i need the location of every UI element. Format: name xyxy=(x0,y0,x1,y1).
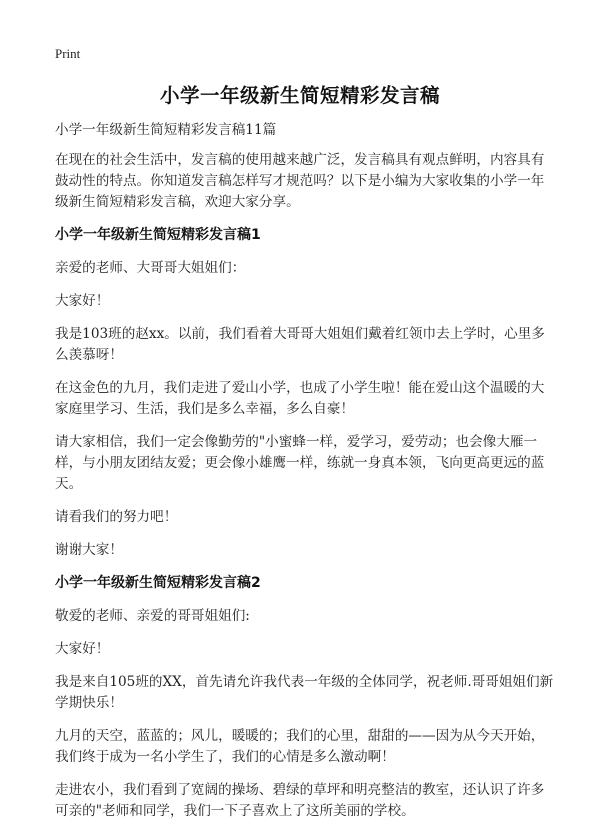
paragraph: 大家好！ xyxy=(55,293,110,309)
paragraph: 走进农小，我们看到了宽阔的操场、碧绿的草坪和明亮整洁的教室，还认识了许多可亲的"老师和同学，我们一下子喜欢上了这所美丽的学校。 xyxy=(55,782,545,819)
paragraph: 敬爱的老师、亲爱的哥哥姐姐们: xyxy=(55,608,250,624)
article-subtitle: 小学一年级新生简短精彩发言稿11篇 xyxy=(55,122,277,138)
section-heading-2: 小学一年级新生简短精彩发言稿2 xyxy=(55,575,261,591)
paragraph: 大家好！ xyxy=(55,641,110,657)
paragraph: 请看我们的努力吧！ xyxy=(55,509,178,525)
paragraph: 谢谢大家！ xyxy=(55,542,123,558)
paragraph: 我是103班的赵xx。以前，我们看着大哥哥大姐姐们戴着红领巾去上学时，心里多么羡慕呀！ xyxy=(55,326,545,363)
page-title: 小学一年级新生简短精彩发言稿 xyxy=(159,84,440,107)
article-body xyxy=(55,120,555,834)
paragraph: 亲爱的老师、大哥哥大姐姐们： xyxy=(55,260,246,276)
section-heading-1: 小学一年级新生简短精彩发言稿1 xyxy=(55,227,261,243)
print-link[interactable]: Print xyxy=(55,46,81,61)
intro-paragraph: 在现在的社会生活中，发言稿的使用越来越广泛，发言稿具有观点鲜明，内容具有鼓动性的特点。你知道发言稿怎样写才规范吗？以下是小编为大家收集的小学一年级新生简短精彩发言稿，欢迎大家分享。 xyxy=(55,152,545,210)
paragraph: 请大家相信，我们一定会像勤劳的"小蜜蜂一样，爱学习，爱劳动；也会像大雁一样，与小朋友团结友爱；更会像小雄鹰一样，练就一身真本领，飞向更高更远的蓝天。 xyxy=(55,434,545,492)
paragraph: 九月的天空，蓝蓝的；风儿，暖暖的；我们的心里，甜甜的——因为从今天开始，我们终于成为一名小学生了，我们的心情是多么激动啊！ xyxy=(55,728,545,765)
paragraph: 我是来自105班的XX，首先请允许我代表一年级的全体同学，祝老师.哥哥姐姐们新学期快乐！ xyxy=(55,674,554,711)
paragraph: 在这金色的九月，我们走进了爱山小学，也成了小学生啦！能在爱山这个温暖的大家庭里学习、生活，我们是多么幸福，多么自豪！ xyxy=(55,380,545,417)
